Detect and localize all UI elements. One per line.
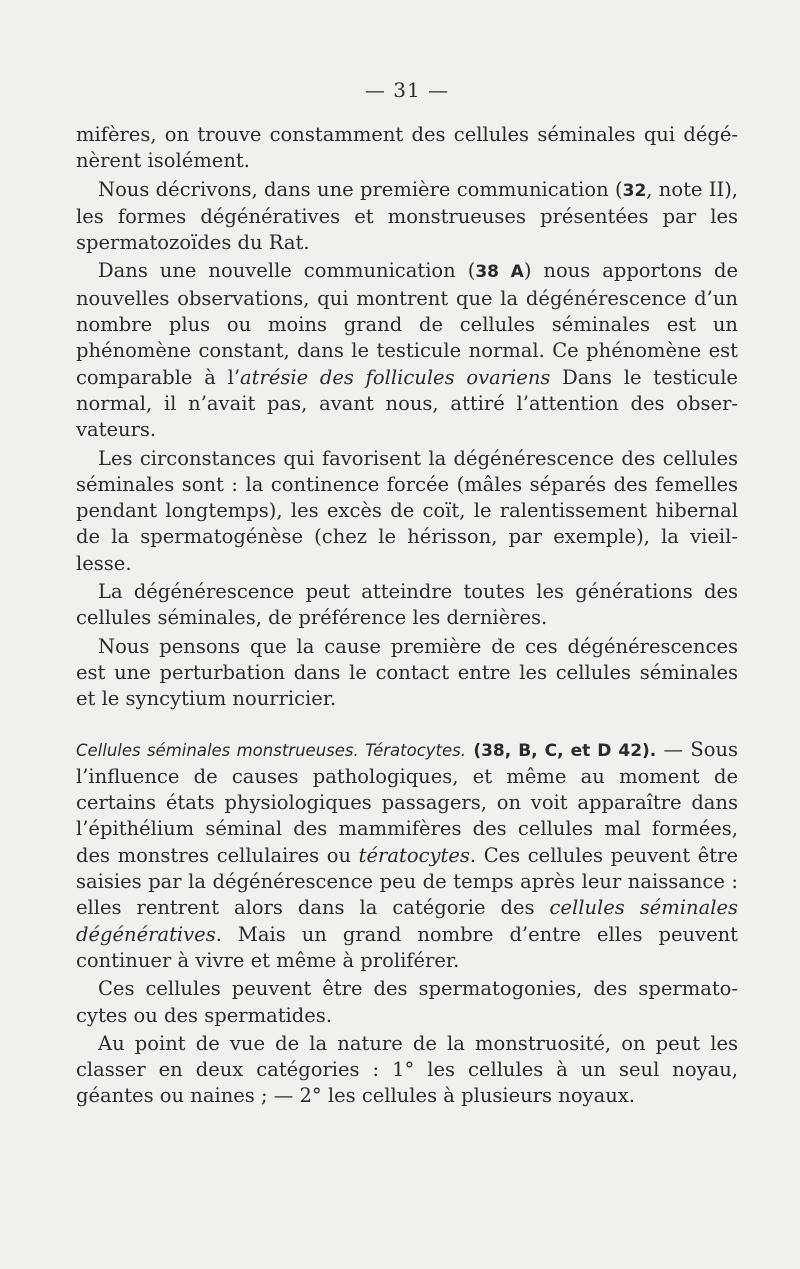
p3-text-b: ) nous apportons de nouvelles observations, qui montrent que la dégénérescence d’un nombre plus ou moins grand de cellules séminales est un phénomène constant, dans le testicule normal. Ce phénomène est comparable à l’	[76, 259, 739, 389]
body-text	[76, 122, 738, 1110]
reference-32: 32	[622, 180, 647, 201]
section-heading: Cellules séminales monstrueuses. Tératocytes.	[76, 740, 467, 760]
reference-38a: 38 A	[475, 262, 524, 283]
p7-text-c: . Mais un grand nombre d’entre elles peuvent continuer à vivre et même à proliférer.	[76, 922, 738, 972]
paragraph-4: Les circonstances qui favorisent la dégénérescence des cellules séminales sont : la continence forcée (mâles séparés des femelles pendant longtemps), les excès de coït, le ralentissement hibernal de la spermatogénèse (chez le hérisson, par exemple), la vieillesse.	[76, 446, 738, 575]
p7-text-b: . Ces cellules peuvent être saisies par la dégénérescence peu de temps après leur naissance : elles rentrent alors dans la catégorie des	[76, 843, 738, 920]
p3-text-a: Dans une nouvelle communication (	[98, 259, 476, 283]
paragraph-9: Au point de vue de la nature de la monstruosité, on peut les classer en deux catégories : 1° les cellules à un seul noyau, géantes ou naines ; — 2° les cellules à plusieurs noyaux.	[76, 1031, 738, 1108]
paragraph-8: Ces cellules peuvent être des spermatogonies, des spermatocytes ou des spermatides.	[76, 977, 738, 1027]
p3-emphasis: atrésie des follicules ovariens	[240, 365, 551, 389]
paragraph-5: La dégénérescence peut atteindre toutes les générations des cellules séminales, de préférence les dernières.	[76, 580, 738, 630]
paragraph-6: Nous pensons que la cause première de ces dégénérescences est une perturbation dans le contact entre les cellules séminales et le syncytium nourricier.	[76, 634, 738, 711]
p7-emphasis-2: cellules séminales dégénératives	[76, 896, 738, 946]
p7-emphasis-1: tératocytes	[358, 843, 470, 867]
p3-text-c: Dans le testicule normal, il n’avait pas, avant nous, attiré l’attention des observateurs.	[76, 365, 738, 442]
paragraph-7	[76, 737, 738, 975]
p2-text-a: Nous décrivons, dans une première communication (	[98, 177, 623, 201]
section-references: (38, B, C, et D 42).	[473, 740, 657, 761]
page-number: — 31 —	[364, 78, 450, 102]
paragraph-3	[76, 258, 738, 443]
p7-text-a: — Sous l’influence de causes pathologiques, et même au moment de certains états physiologiques passagers, on voit apparaître dans l’épithélium séminal des mammifères des cellules mal formées, des monstres cellulaires ou	[76, 737, 739, 867]
p2-text-b: , note II), les formes dégénératives et monstrueuses présentées par les spermatozoïdes du Rat.	[76, 177, 738, 255]
paragraph-1: mifères, on trouve constamment des cellules séminales qui dégénèrent isolément.	[76, 123, 738, 173]
paragraph-2	[76, 177, 738, 257]
